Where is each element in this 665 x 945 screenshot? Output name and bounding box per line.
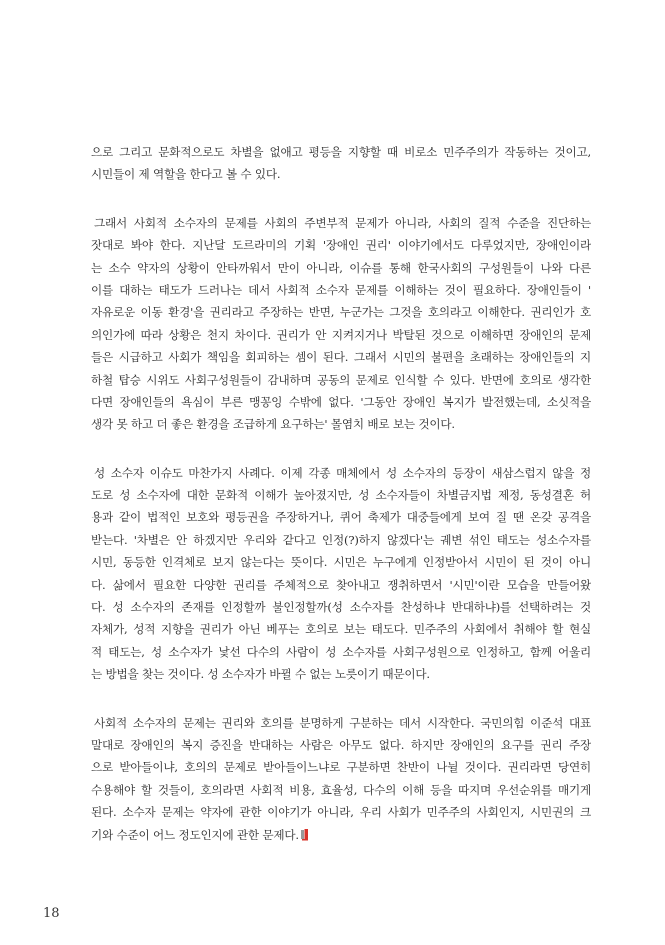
text-line: 수용해야 할 것들이, 호의라면 사회적 비용, 효율성, 다수의 이해 등을 따지며 우선순위를 매기게: [91, 782, 591, 797]
text-line-content: 기와 수준이 어느 정도인지에 관한 문제다.: [91, 827, 299, 842]
text-line: 시민, 동등한 인격체로 보지 않는다는 뜻이다. 시민은 누구에게 인정받아서 시민이 된 것이 아니: [91, 555, 591, 570]
text-line: 용과 같이 법적인 보호와 평등권을 주장하거나, 퀴어 축제가 대중들에게 보여 질 땐 온갖 공격을: [91, 510, 591, 525]
text-line: 다면 장애인들의 욕심이 부른 맹꽁잉 수밖에 없다. '그동안 장애인 복지가 발전했는데, 소싯적을: [91, 394, 591, 409]
page-number: 18: [43, 906, 60, 921]
text-line: 성 소수자 이슈도 마찬가지 사례다. 이제 각종 매체에서 성 소수자의 등장이 새삼스럽지 않을 정: [94, 465, 591, 480]
text-line: 이를 대하는 태도가 드러나는 데서 사회적 소수자 문제를 이해하는 것이 필요하다. 장애인들이 ': [91, 282, 591, 297]
text-line: 사회적 소수자의 문제는 권리와 호의를 분명하게 구분하는 데서 시작한다. 국민의힘 이준석 대표: [94, 715, 591, 730]
paragraph-2: [91, 212, 591, 436]
end-mark-icon: [300, 828, 309, 841]
paragraph-4: [91, 712, 591, 846]
text-line: 그래서 사회적 소수자의 문제를 사회의 주변부적 문제가 아니라, 사회의 질적 수준을 진단하는: [94, 215, 591, 230]
text-line: 말대로 장애인의 복지 증진을 반대하는 사람은 아무도 없다. 하지만 장애인의 요구를 권리 주장: [91, 737, 591, 752]
text-line: 잣대로 봐야 한다. 지난달 도르라미의 기획 '장애인 권리' 이야기에서도 다루었지만, 장애인이라: [91, 238, 591, 253]
text-line: 으로 그리고 문화적으로도 차별을 없애고 평등을 지향할 때 비로소 민주주의가 작동하는 것이고,: [91, 145, 591, 159]
text-line: 다. 성 소수자의 존재를 인정할까 불인정할까(성 소수자를 찬성하냐 반대하냐)를 선택하려는 것: [91, 600, 591, 615]
text-line: 자체가, 성적 지향을 권리가 아닌 베푸는 호의로 보는 태도다. 민주주의 사회에서 취해야 할 현실: [91, 622, 591, 637]
text-line: 된다. 소수자 문제는 약자에 관한 이야기가 아니라, 우리 사회가 민주주의 사회인지, 시민권의 크: [91, 805, 591, 820]
text-line: 는 소수 약자의 상황이 안타까워서 만이 아니라, 이슈를 통해 한국사회의 구성원들이 나와 다른: [91, 260, 591, 275]
text-line: 는 방법을 찾는 것이다. 성 소수자가 바뀔 수 없는 노릇이기 때문이다.: [91, 667, 430, 682]
text-line: 의인가에 따라 상황은 천지 차이다. 권리가 안 지켜지거나 박탈된 것으로 이해하면 장애인의 문제: [91, 327, 591, 342]
text-line: 시민들이 제 역할을 한다고 볼 수 있다.: [91, 167, 281, 182]
text-line: 생각 못 하고 더 좋은 환경을 조급하게 요구하는' 몰염치 배로 보는 것이다.: [91, 417, 455, 432]
paragraph-3: [91, 462, 591, 686]
article-body: [91, 141, 591, 872]
text-line: 하철 탑승 시위도 사회구성원들이 감내하며 공동의 문제로 인식할 수 있다. 반면에 호의로 생각한: [91, 372, 591, 387]
text-line: 으로 받아들이냐, 호의의 문제로 받아들이느냐로 구분하면 찬반이 나뉠 것이다. 권리라면 당연히: [91, 760, 591, 775]
text-line: 적 태도는, 성 소수자가 낯선 다수의 사람이 성 소수자를 사회구성원으로 인정하고, 함께 어울리: [91, 644, 591, 659]
text-line: 다. 삶에서 필요한 다양한 권리를 주체적으로 찾아내고 쟁취하면서 '시민'이란 모습을 만들어왔: [91, 577, 591, 592]
paragraph-1: [91, 141, 591, 186]
text-line: 도로 성 소수자에 대한 문화적 이해가 높아졌지만, 성 소수자들이 차별금지법 제정, 동성결혼 허: [91, 488, 591, 503]
text-line: 받는다. '차별은 안 하겠지만 우리와 같다고 인정(?)하지 않겠다'는 궤변 섞인 태도는 성소수자를: [91, 532, 591, 547]
text-line: 들은 시급하고 사회가 책임을 회피하는 셈이 된다. 그래서 시민의 불편을 초래하는 장애인들의 지: [91, 350, 591, 365]
text-line-last: [91, 824, 591, 846]
text-line: 자유로운 이동 환경'을 권리라고 주장하는 반면, 누군가는 그것을 호의라고 이해한다. 권리인가 호: [91, 305, 591, 320]
